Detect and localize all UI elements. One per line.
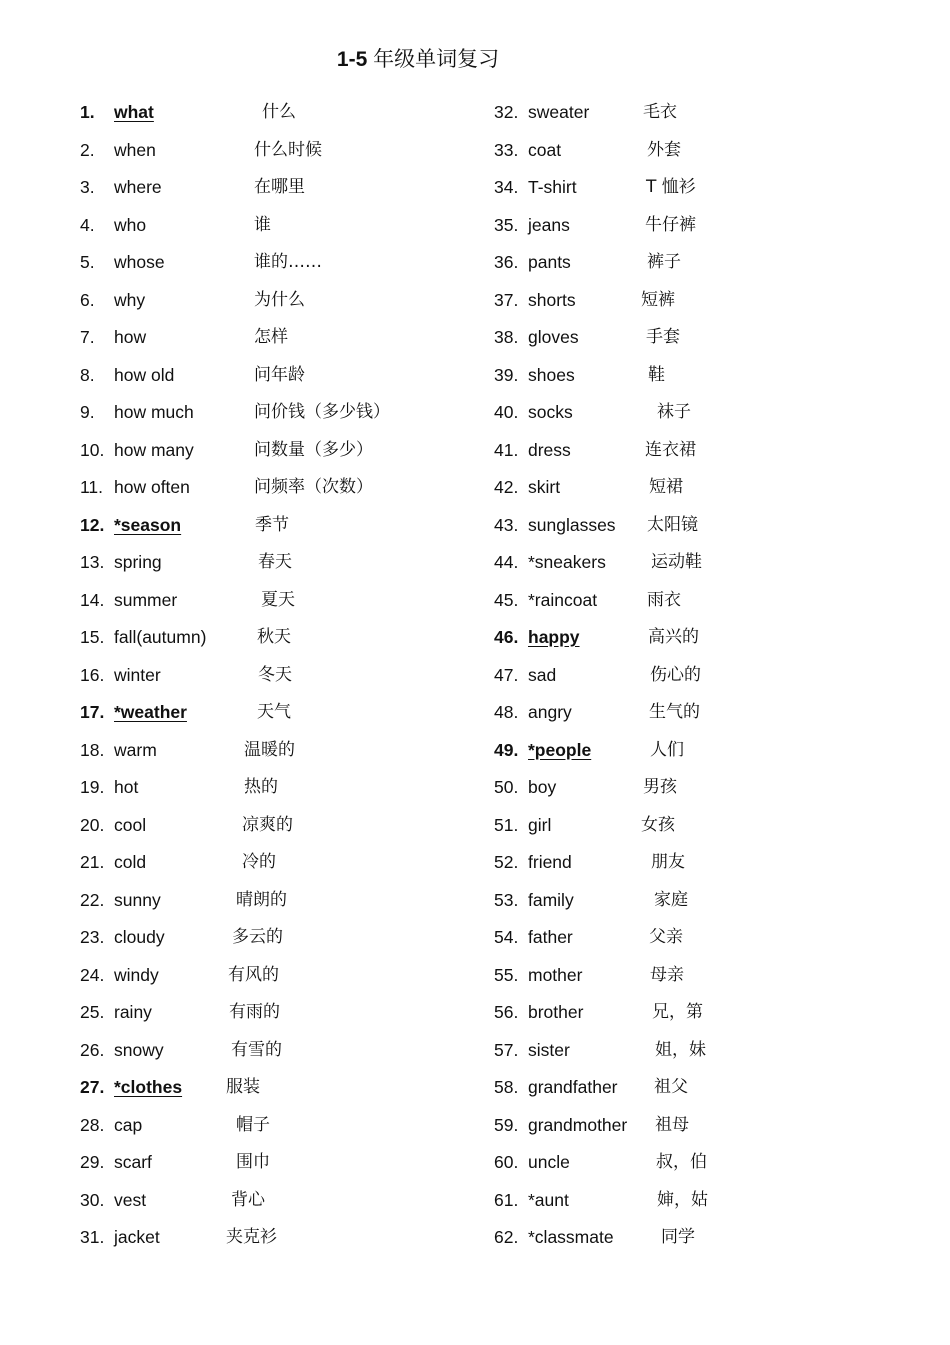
vocab-row <box>494 249 874 287</box>
vocab-chinese-meaning: 围巾 <box>236 1152 270 1172</box>
vocab-english-word: whose <box>114 252 165 272</box>
vocab-english-word: shorts <box>528 289 576 310</box>
vocab-chinese-meaning: T 恤衫 <box>646 177 696 197</box>
vocab-chinese-meaning: 在哪里 <box>254 177 305 197</box>
vocab-english-word: T-shirt <box>528 177 577 197</box>
vocab-english-word: how old <box>114 364 175 385</box>
vocab-english-word: snowy <box>114 1039 164 1060</box>
vocab-chinese-meaning: 姐，妹 <box>655 1039 706 1060</box>
vocab-english-word: shoes <box>528 364 575 385</box>
vocab-chinese-meaning: 高兴的 <box>648 627 699 647</box>
vocab-row <box>80 699 470 737</box>
vocab-english-word: grandmother <box>528 1114 628 1135</box>
vocab-number: 37. <box>494 289 519 310</box>
vocab-row <box>80 549 470 587</box>
vocab-row <box>80 137 470 175</box>
vocab-row <box>494 512 874 550</box>
vocab-english-word: uncle <box>528 1152 570 1172</box>
vocab-column-left <box>80 99 470 1262</box>
vocab-chinese-meaning: 夹克衫 <box>226 1227 277 1247</box>
vocab-row <box>80 249 470 287</box>
vocab-number: 21. <box>80 852 105 872</box>
vocab-english-word: cloudy <box>114 927 165 947</box>
vocab-chinese-meaning: 男孩 <box>643 777 677 797</box>
vocab-number: 52. <box>494 852 519 872</box>
vocab-row <box>494 699 874 737</box>
vocab-english-word: hot <box>114 777 139 797</box>
vocab-chinese-meaning: 太阳镜 <box>647 514 698 535</box>
vocab-row <box>80 1112 470 1150</box>
vocab-number: 35. <box>494 214 519 235</box>
vocab-number: 2. <box>80 139 95 160</box>
vocab-chinese-meaning: 朋友 <box>651 852 685 872</box>
vocab-row <box>494 849 874 887</box>
vocab-row <box>494 737 874 775</box>
vocab-english-word: girl <box>528 814 552 835</box>
vocab-english-word: spring <box>114 552 162 572</box>
vocab-chinese-meaning: 问频率（次数） <box>254 477 373 497</box>
vocab-english-word: sunny <box>114 889 161 910</box>
vocab-chinese-meaning: 连衣裙 <box>645 439 696 460</box>
vocab-row <box>80 399 470 437</box>
vocab-row <box>494 662 874 700</box>
vocab-row <box>494 399 874 437</box>
vocab-chinese-meaning: 婶，姑 <box>657 1189 708 1210</box>
vocab-english-word: when <box>114 139 156 160</box>
vocab-number: 14. <box>80 589 105 610</box>
vocab-row <box>80 849 470 887</box>
vocab-row <box>494 174 874 212</box>
vocab-row <box>494 1149 874 1187</box>
vocab-english-word: sweater <box>528 102 590 122</box>
vocab-row <box>80 662 470 700</box>
vocab-number: 18. <box>80 739 105 760</box>
vocab-number: 36. <box>494 252 519 272</box>
vocab-english-word: fall(autumn) <box>114 627 207 647</box>
vocab-row <box>494 1112 874 1150</box>
vocab-chinese-meaning: 为什么 <box>254 289 305 310</box>
vocab-chinese-meaning: 祖父 <box>654 1077 688 1097</box>
vocab-number: 43. <box>494 514 519 535</box>
vocab-number: 48. <box>494 702 519 722</box>
vocab-english-word: *clothes <box>114 1077 183 1097</box>
vocab-english-word: vest <box>114 1189 147 1210</box>
vocab-row <box>80 624 470 662</box>
vocab-english-word: cool <box>114 814 147 835</box>
vocab-row <box>80 362 470 400</box>
vocab-english-word: scarf <box>114 1152 152 1172</box>
vocab-number: 3. <box>80 177 95 197</box>
vocab-chinese-meaning: 女孩 <box>641 814 675 835</box>
vocab-row <box>494 324 874 362</box>
vocab-chinese-meaning: 春天 <box>258 552 292 572</box>
vocab-english-word: winter <box>114 664 161 685</box>
vocab-english-word: socks <box>528 402 573 422</box>
vocab-chinese-meaning: 谁 <box>254 214 271 235</box>
vocab-english-word: why <box>114 289 146 310</box>
vocab-chinese-meaning: 牛仔裤 <box>645 214 696 235</box>
vocab-row <box>80 99 470 137</box>
vocab-row <box>494 362 874 400</box>
vocab-chinese-meaning: 谁的…… <box>254 252 322 272</box>
vocab-number: 31. <box>80 1227 105 1247</box>
vocab-chinese-meaning: 家庭 <box>654 889 688 910</box>
vocab-number: 51. <box>494 814 519 835</box>
vocab-chinese-meaning: 温暖的 <box>244 739 295 760</box>
page-title <box>0 43 836 73</box>
vocab-english-word: where <box>114 177 162 197</box>
vocab-english-word: how much <box>114 402 194 422</box>
vocab-number: 28. <box>80 1114 105 1135</box>
vocab-english-word: rainy <box>114 1002 152 1022</box>
vocab-row <box>494 1187 874 1225</box>
vocab-row <box>494 137 874 175</box>
vocab-english-word: angry <box>528 702 572 722</box>
vocab-chinese-meaning: 父亲 <box>649 927 683 947</box>
vocab-number: 23. <box>80 927 105 947</box>
vocab-chinese-meaning: 问价钱（多少钱） <box>254 402 390 422</box>
vocab-english-word: gloves <box>528 327 579 347</box>
vocab-column-right <box>494 99 874 1262</box>
vocab-row <box>494 999 874 1037</box>
vocab-english-word: sister <box>528 1039 570 1060</box>
vocab-row <box>80 512 470 550</box>
vocab-chinese-meaning: 伤心的 <box>650 664 701 685</box>
vocab-chinese-meaning: 毛衣 <box>643 102 677 122</box>
vocab-row <box>494 287 874 325</box>
vocab-english-word: brother <box>528 1002 584 1022</box>
vocab-row <box>80 474 470 512</box>
vocab-english-word: who <box>114 214 147 235</box>
vocab-chinese-meaning: 晴朗的 <box>236 889 287 910</box>
vocab-number: 42. <box>494 477 519 497</box>
vocab-number: 57. <box>494 1039 519 1060</box>
vocab-chinese-meaning: 背心 <box>231 1189 265 1210</box>
vocab-number: 50. <box>494 777 519 797</box>
vocab-number: 33. <box>494 139 519 160</box>
vocab-number: 46. <box>494 627 519 647</box>
vocab-row <box>80 774 470 812</box>
vocab-number: 11. <box>80 477 104 497</box>
vocab-number: 40. <box>494 402 519 422</box>
vocab-english-word: boy <box>528 777 557 797</box>
vocab-number: 29. <box>80 1152 105 1172</box>
vocab-english-word: *classmate <box>528 1227 614 1247</box>
vocab-english-word: *sneakers <box>528 552 606 572</box>
vocab-row <box>80 812 470 850</box>
vocab-english-word: cold <box>114 852 147 872</box>
vocab-chinese-meaning: 雨衣 <box>647 589 681 610</box>
vocab-number: 53. <box>494 889 519 910</box>
vocab-english-word: jeans <box>528 214 570 235</box>
vocab-chinese-meaning: 短裙 <box>649 477 683 497</box>
vocab-chinese-meaning: 什么时候 <box>254 139 322 160</box>
vocab-number: 58. <box>494 1077 519 1097</box>
vocab-row <box>80 962 470 1000</box>
vocab-number: 7. <box>80 327 95 347</box>
vocab-english-word: cap <box>114 1114 143 1135</box>
vocab-number: 17. <box>80 702 105 722</box>
vocab-chinese-meaning: 问年龄 <box>254 364 305 385</box>
vocab-english-word: *weather <box>114 702 187 722</box>
vocab-chinese-meaning: 叔，伯 <box>656 1152 707 1172</box>
vocab-row <box>494 962 874 1000</box>
vocab-row <box>80 1149 470 1187</box>
vocab-english-word: *season <box>114 514 182 535</box>
vocab-english-word: jacket <box>114 1227 160 1247</box>
vocab-row <box>494 1074 874 1112</box>
vocab-number: 47. <box>494 664 519 685</box>
vocab-english-word: friend <box>528 852 572 872</box>
vocab-english-word: how many <box>114 439 194 460</box>
vocab-number: 55. <box>494 964 519 985</box>
vocab-row <box>80 1187 470 1225</box>
vocab-number: 49. <box>494 739 519 760</box>
vocab-chinese-meaning: 帽子 <box>236 1114 270 1135</box>
vocab-chinese-meaning: 手套 <box>646 327 680 347</box>
vocab-chinese-meaning: 兄，第 <box>652 1002 703 1022</box>
vocab-number: 27. <box>80 1077 105 1097</box>
vocab-number: 38. <box>494 327 519 347</box>
vocab-row <box>494 99 874 137</box>
vocab-chinese-meaning: 短裤 <box>641 289 675 310</box>
vocab-chinese-meaning: 冷的 <box>242 852 276 872</box>
vocab-number: 15. <box>80 627 105 647</box>
vocab-number: 61. <box>494 1189 519 1210</box>
title-grade: 1-5 <box>336 48 368 71</box>
vocab-row <box>494 887 874 925</box>
vocab-number: 8. <box>80 364 95 385</box>
vocab-row <box>494 774 874 812</box>
vocab-chinese-meaning: 热的 <box>244 777 278 797</box>
vocab-english-word: skirt <box>528 477 561 497</box>
vocab-number: 30. <box>80 1189 105 1210</box>
vocab-number: 16. <box>80 664 105 685</box>
vocab-chinese-meaning: 有雨的 <box>229 1002 280 1022</box>
vocab-chinese-meaning: 母亲 <box>650 964 684 985</box>
vocab-chinese-meaning: 有风的 <box>228 964 279 985</box>
vocab-chinese-meaning: 外套 <box>647 139 681 160</box>
vocab-chinese-meaning: 季节 <box>255 514 289 535</box>
vocab-english-word: warm <box>114 739 157 760</box>
vocab-number: 5. <box>80 252 95 272</box>
vocab-english-word: sad <box>528 664 557 685</box>
vocab-row <box>494 549 874 587</box>
vocab-english-word: *people <box>528 739 592 760</box>
vocab-chinese-meaning: 鞋 <box>648 364 665 385</box>
vocab-number: 56. <box>494 1002 519 1022</box>
vocab-row <box>80 999 470 1037</box>
vocab-row <box>494 924 874 962</box>
vocab-number: 20. <box>80 814 105 835</box>
vocab-number: 54. <box>494 927 519 947</box>
vocab-english-word: sunglasses <box>528 514 616 535</box>
vocab-chinese-meaning: 人们 <box>650 739 684 760</box>
vocab-number: 60. <box>494 1152 519 1172</box>
vocab-chinese-meaning: 天气 <box>257 702 291 722</box>
vocab-row <box>80 324 470 362</box>
vocab-english-word: *aunt <box>528 1189 569 1210</box>
vocab-row <box>80 1224 470 1262</box>
vocab-number: 62. <box>494 1227 519 1247</box>
vocab-english-word: how <box>114 327 147 347</box>
vocab-row <box>494 1037 874 1075</box>
vocab-chinese-meaning: 生气的 <box>649 702 700 722</box>
vocab-number: 45. <box>494 589 519 610</box>
vocab-chinese-meaning: 祖母 <box>655 1114 689 1135</box>
vocab-english-word: mother <box>528 964 583 985</box>
vocab-number: 32. <box>494 102 519 122</box>
vocab-english-word: how often <box>114 477 190 497</box>
vocab-chinese-meaning: 凉爽的 <box>242 814 293 835</box>
vocab-row <box>80 924 470 962</box>
vocab-english-word: grandfather <box>528 1077 618 1097</box>
vocab-number: 13. <box>80 552 105 572</box>
vocab-chinese-meaning: 秋天 <box>257 627 291 647</box>
title-text: 年级单词复习 <box>373 47 500 71</box>
vocab-row <box>80 174 470 212</box>
vocab-chinese-meaning: 有雪的 <box>231 1039 282 1060</box>
vocab-number: 24. <box>80 964 105 985</box>
vocab-number: 41. <box>494 439 519 460</box>
vocab-chinese-meaning: 什么 <box>262 102 296 122</box>
vocab-row <box>80 287 470 325</box>
vocab-row <box>80 437 470 475</box>
vocab-number: 22. <box>80 889 105 910</box>
vocab-english-word: windy <box>114 964 159 985</box>
vocab-english-word: happy <box>528 627 580 647</box>
vocab-chinese-meaning: 多云的 <box>232 927 283 947</box>
vocab-number: 4. <box>80 214 95 235</box>
vocab-chinese-meaning: 运动鞋 <box>651 552 702 572</box>
vocab-english-word: dress <box>528 439 571 460</box>
vocab-number: 44. <box>494 552 519 572</box>
vocab-row <box>80 737 470 775</box>
vocab-number: 19. <box>80 777 105 797</box>
vocab-row <box>80 887 470 925</box>
vocab-row <box>80 1074 470 1112</box>
vocab-row <box>494 624 874 662</box>
vocab-row <box>80 212 470 250</box>
vocab-chinese-meaning: 裤子 <box>647 252 681 272</box>
vocab-row <box>494 812 874 850</box>
vocab-english-word: what <box>114 102 154 122</box>
vocab-number: 25. <box>80 1002 105 1022</box>
vocab-number: 59. <box>494 1114 519 1135</box>
vocab-chinese-meaning: 袜子 <box>657 402 691 422</box>
vocab-english-word: family <box>528 889 574 910</box>
vocab-row <box>494 587 874 625</box>
vocab-chinese-meaning: 同学 <box>661 1227 695 1247</box>
vocab-chinese-meaning: 怎样 <box>254 327 288 347</box>
vocab-number: 10. <box>80 439 105 460</box>
vocab-row <box>494 437 874 475</box>
vocab-row <box>494 474 874 512</box>
vocab-row <box>494 1224 874 1262</box>
vocab-english-word: coat <box>528 139 562 160</box>
vocab-number: 34. <box>494 177 519 197</box>
vocab-number: 9. <box>80 402 95 422</box>
vocab-number: 6. <box>80 289 95 310</box>
vocab-chinese-meaning: 冬天 <box>258 664 292 685</box>
vocab-number: 39. <box>494 364 519 385</box>
vocab-number: 1. <box>80 102 95 122</box>
vocab-number: 12. <box>80 514 105 535</box>
vocab-chinese-meaning: 问数量（多少） <box>254 439 373 460</box>
vocab-chinese-meaning: 夏天 <box>261 589 295 610</box>
vocab-english-word: father <box>528 927 573 947</box>
vocab-english-word: summer <box>114 589 178 610</box>
vocab-row <box>80 1037 470 1075</box>
vocab-number: 26. <box>80 1039 105 1060</box>
vocab-row <box>80 587 470 625</box>
vocab-row <box>494 212 874 250</box>
vocab-english-word: *raincoat <box>528 589 598 610</box>
vocab-english-word: pants <box>528 252 571 272</box>
vocab-chinese-meaning: 服装 <box>226 1077 260 1097</box>
